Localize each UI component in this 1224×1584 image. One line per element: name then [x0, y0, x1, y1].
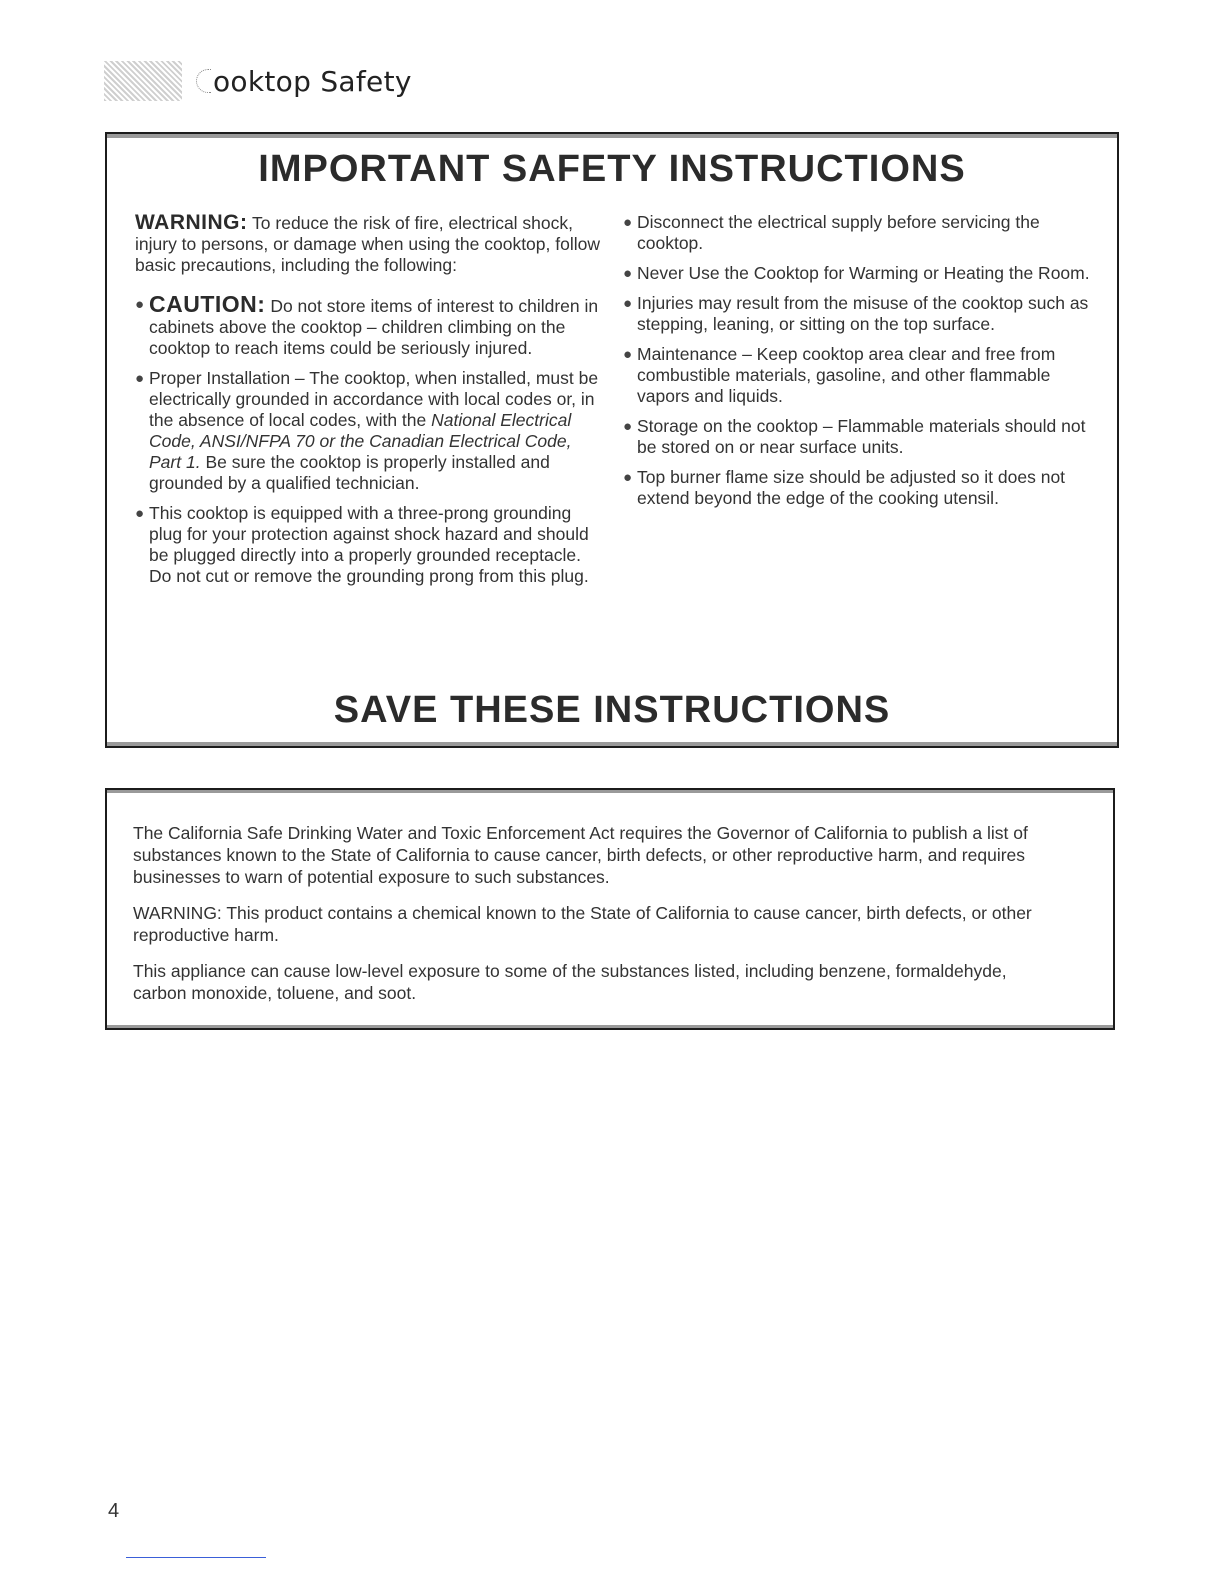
- bullet-icon: ●: [623, 418, 633, 435]
- bullet-icon: ●: [623, 469, 633, 486]
- list-item-text: Injuries may result from the misuse of the cooktop such as stepping, leaning, or sitting on the top surface.: [637, 293, 1089, 334]
- bullet-icon: ●: [135, 296, 145, 313]
- list-item: [623, 344, 1093, 407]
- important-safety-box: [105, 132, 1119, 748]
- grounding-text: This cooktop is equipped with a three-prong grounding plug for your protection against shock hazard and should be plugged directly into a properly grounded receptacle. Do not cut or remove the grounding prong from this plug.: [149, 503, 589, 586]
- page-header: [104, 56, 412, 106]
- list-item-text: Top burner flame size should be adjusted so it does not extend beyond the edge of the cooking utensil.: [637, 467, 1066, 508]
- grounding-item: [135, 503, 603, 587]
- california-paragraph: This appliance can cause low-level exposure to some of the substances listed, including benzene, formaldehyde, carbon monoxide, toluene, and soot.: [133, 961, 1007, 1003]
- installation-item: [135, 368, 603, 494]
- list-item-text: Maintenance – Keep cooktop area clear and free from combustible materials, gasoline, and other flammable vapors and liquids.: [637, 344, 1056, 406]
- caution-item: [135, 291, 603, 359]
- caution-text: Do not store items of interest to children in cabinets above the cooktop – children climbing on the cooktop to reach items could be seriously injured.: [149, 296, 599, 358]
- warning-text: To reduce the risk of fire, electrical shock, injury to persons, or damage when using the cooktop, follow basic precautions, including the following:: [135, 213, 600, 275]
- page-number: 4: [108, 1500, 120, 1522]
- installation-code-reference: National Electrical Code, ANSI/NFPA 70 or the Canadian Electrical Code, Part 1.: [149, 410, 572, 472]
- warning-paragraph: [135, 212, 603, 276]
- california-notice-text: [133, 822, 1063, 1018]
- list-item-text: Disconnect the electrical supply before servicing the cooktop.: [637, 212, 1040, 253]
- left-column: [135, 212, 603, 596]
- bullet-icon: ●: [623, 346, 633, 363]
- caution-label: CAUTION:: [149, 291, 266, 317]
- important-safety-title: IMPORTANT SAFETY INSTRUCTIONS: [258, 148, 966, 190]
- installation-text-1: Proper Installation – The cooktop, when installed, must be electrically grounded in accordance with local codes or, in the absence of local codes, with the: [149, 368, 599, 430]
- bullet-icon: ●: [623, 214, 633, 231]
- bullet-icon: ●: [135, 370, 145, 387]
- list-item: [623, 467, 1093, 509]
- list-item-text: Never Use the Cooktop for Warming or Heating the Room.: [637, 263, 1090, 283]
- decorative-c-outline-icon: [196, 69, 211, 93]
- page-title: [196, 65, 412, 98]
- bullet-icon: ●: [623, 295, 633, 312]
- list-item-text: Storage on the cooktop – Flammable materials should not be stored on or near surface units.: [637, 416, 1086, 457]
- bullet-icon: ●: [135, 505, 145, 522]
- list-item: [623, 416, 1093, 458]
- halftone-emblem-icon: [104, 61, 182, 101]
- california-paragraph: The California Safe Drinking Water and Toxic Enforcement Act requires the Governor of California to publish a list of substances known to the State of California to cause cancer, birth defects, or other reproductive harm, and requires businesses to warn of potential exposure to such substances.: [133, 823, 1028, 887]
- bullet-icon: ●: [623, 265, 633, 282]
- list-item: [623, 263, 1093, 284]
- california-paragraph: WARNING: This product contains a chemical known to the State of California to cause cancer, birth defects, or other reproductive harm.: [133, 903, 1032, 945]
- right-column: [623, 212, 1093, 518]
- warning-label: WARNING:: [135, 211, 248, 234]
- california-notice-box: [105, 788, 1115, 1030]
- page-title-text: ooktop Safety: [213, 64, 412, 98]
- footer-rule: [126, 1557, 266, 1558]
- installation-text-2: Be sure the cooktop is properly installed and grounded by a qualified technician.: [149, 452, 550, 493]
- save-instructions-title: SAVE THESE INSTRUCTIONS: [333, 689, 891, 731]
- list-item: [623, 212, 1093, 254]
- list-item: [623, 293, 1093, 335]
